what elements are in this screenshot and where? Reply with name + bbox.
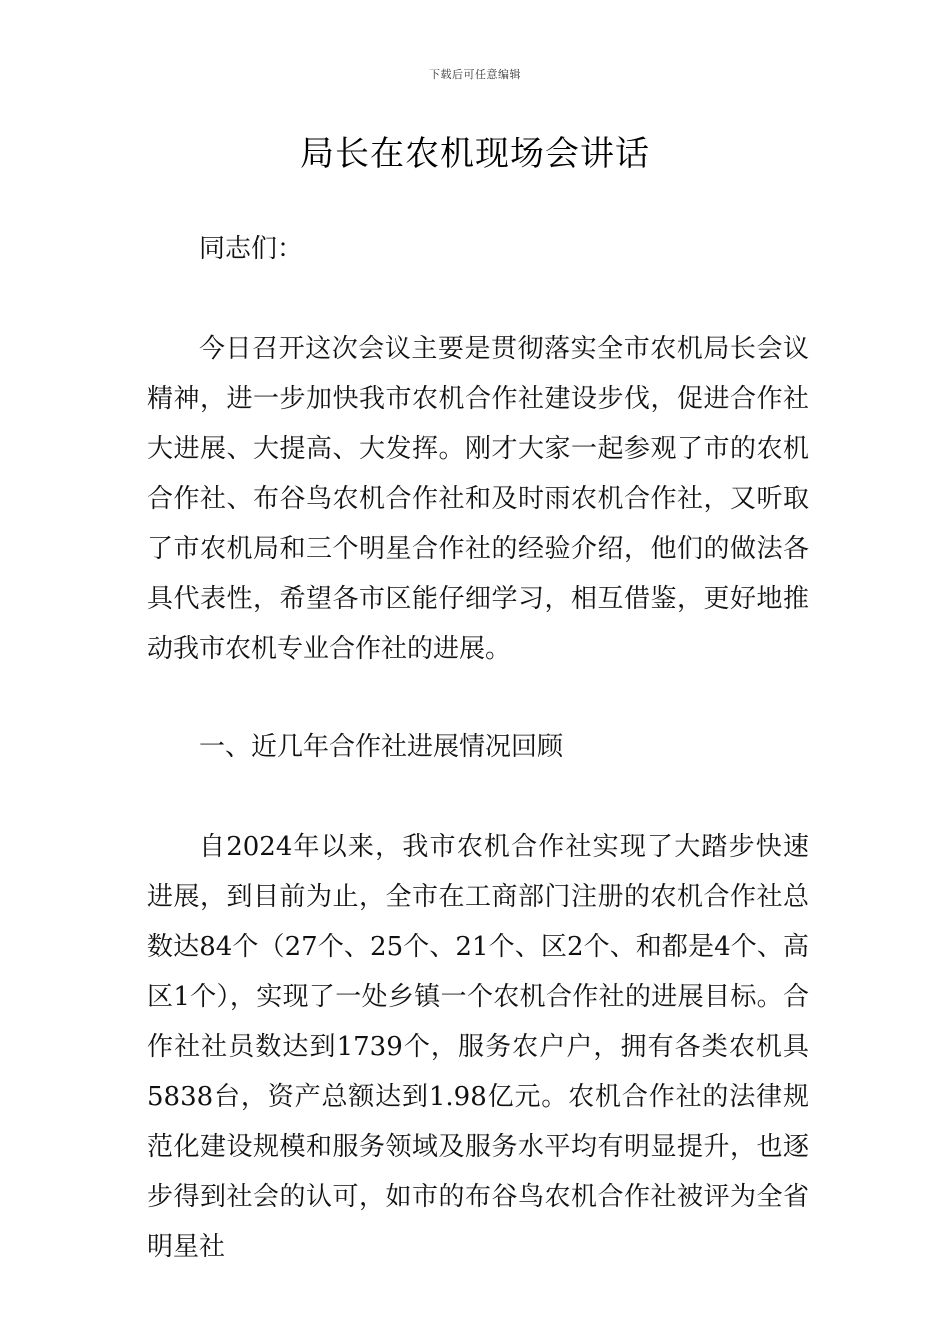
section-heading-1: 一、近几年合作社进展情况回顾 [199,732,564,762]
document-title: 局长在农机现场会讲话 [300,134,650,174]
header-note: 下载后可任意编辑 [429,68,521,81]
salutation: 同志们： [199,234,304,264]
paragraph-2: 自2024年以来，我市农机合作社实现了大踏步快速进展，到目前为止，全市在工商部门注册的农机合作社总数达84个（27个、25个、21个、区2个、和都是4个、高区1个），实现了一处乡镇一个农机合作社的进展目标。合作社社员数达到1739个，服务农户户，拥有各类农机具5838台，资产总额达到1.98亿元。农机合作社的法律规范化建设规模和服务领域及服务水平均有明显提升，也逐步得到社会的认可，如市的布谷鸟农机合作社被评为全省明星社 [147,832,809,1262]
paragraph-1: 今日召开这次会议主要是贯彻落实全市农机局长会议精神，进一步加快我市农机合作社建设步伐，促进合作社大进展、大提高、大发挥。刚才大家一起参观了市的农机合作社、布谷鸟农机合作社和及时雨农机合作社，又听取了市农机局和三个明星合作社的经验介绍，他们的做法各具代表性，希望各市区能仔细学习，相互借鉴，更好地推动我市农机专业合作社的进展。 [147,334,809,664]
